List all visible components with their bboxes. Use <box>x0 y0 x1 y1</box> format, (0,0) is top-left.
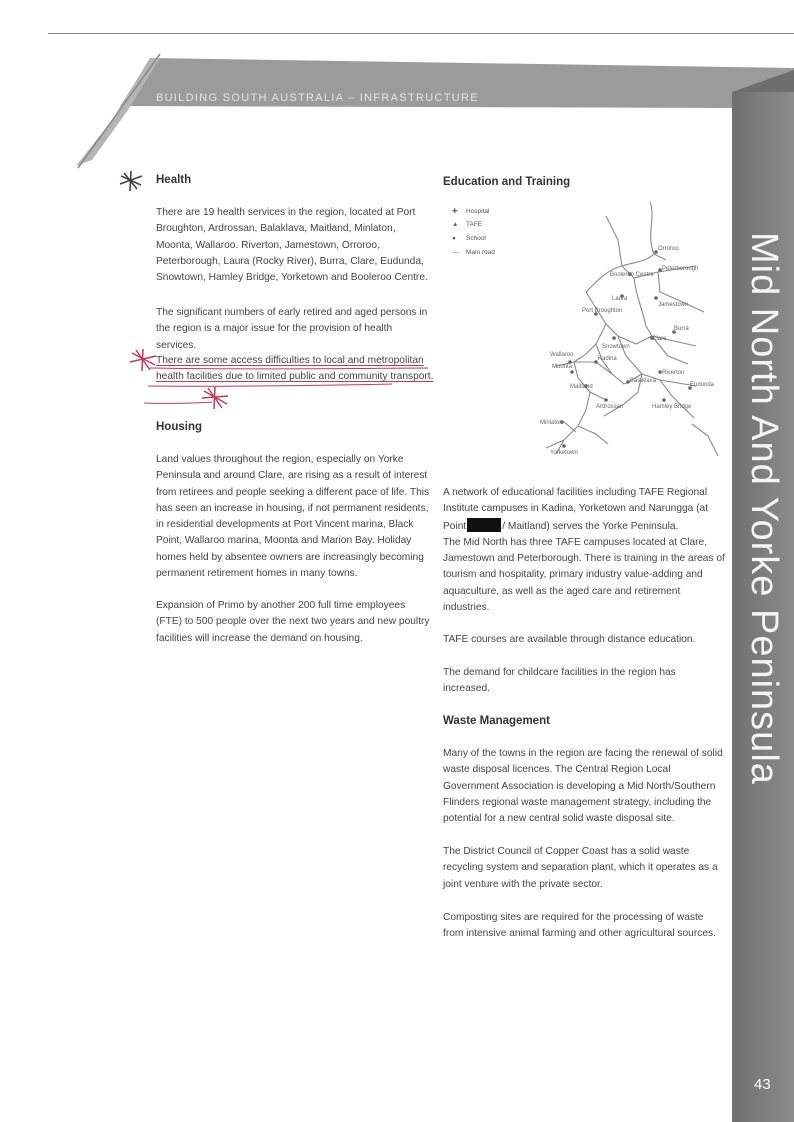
housing-paragraph-2: Expansion of Primo by another 200 full time employees (FTE) to 500 people over the next two years and new poultry facilities will increase the demand on housing. <box>156 600 430 644</box>
hospital-icon: ✚ <box>452 208 458 215</box>
waste-section <box>443 715 725 727</box>
education-paragraph-2: TAFE courses are available through distance education. <box>443 634 696 645</box>
header-banner <box>0 40 794 190</box>
tafe-icon: ▲ <box>452 221 459 228</box>
map-label: Wallaroo <box>550 352 574 358</box>
map-label: Laura <box>612 296 628 302</box>
redaction-box <box>467 518 501 532</box>
education-paragraph-3: The demand for childcare facilities in the region has increased. <box>443 667 676 695</box>
page-number: 43 <box>754 1076 771 1093</box>
map-label: Burra <box>674 326 689 332</box>
map-label: Port Broughton <box>582 308 623 314</box>
map-label: Balaklava <box>630 378 657 384</box>
legend-main-road: — Main road <box>452 249 495 256</box>
waste-heading: Waste Management <box>443 715 550 727</box>
health-paragraph-2: The significant numbers of early retired and aged persons in the region is a major issue for the provision of health services. <box>156 307 428 351</box>
legend-school: ● School <box>452 235 486 242</box>
map-label: Snowtown <box>602 344 630 350</box>
housing-section <box>156 421 434 433</box>
star-annotation-icon <box>118 170 144 192</box>
education-heading: Education and Training <box>443 176 571 188</box>
map-label: Orroroo <box>658 246 679 252</box>
map-label: Maitland <box>570 384 593 390</box>
housing-heading: Housing <box>156 421 202 433</box>
education-section <box>443 176 725 188</box>
map-label: Yorketown <box>550 450 578 456</box>
road-icon: — <box>452 249 459 256</box>
map-label: Peterborough <box>662 266 699 272</box>
education-paragraph-1: A network of educational facilities including TAFE Regional Institute campuses in Kadina, Yorketown and Narungga (at Point / Maitland) serves the Yorke Peninsula. The Mid North has three TAFE campuses located at Clare, Jamestown and Peterborough. There is training in the areas of tourism and hospitality, primary industry value-adding and aquaculture, as well as the aged care and retirement industries. <box>443 487 725 614</box>
map-label: Ardrossan <box>596 404 624 410</box>
map-roads <box>446 196 722 476</box>
health-section <box>156 174 434 186</box>
waste-paragraph-2: The District Council of Copper Coast has a solid waste recycling system and separation plant, which it operates as a joint venture with the private sector. <box>443 846 718 890</box>
legend-hospital: ✚ Hospital <box>452 208 490 215</box>
waste-paragraph-1: Many of the towns in the region are facing the renewal of solid waste disposal licences. The Central Region Local Government Association is developing a Mid North/Southern Flinders regional waste management strategy, including the potential for a new central solid waste disposal site. <box>443 748 723 825</box>
map-label: Riverton <box>662 370 685 376</box>
legend-tafe: ▲ TAFE <box>452 221 483 228</box>
health-heading: Health <box>156 174 192 186</box>
map-label: Moonta <box>552 364 573 370</box>
section-header-title: BUILDING SOUTH AUSTRALIA – INFRASTRUCTURE <box>156 92 479 104</box>
map-label: Kadina <box>598 356 617 362</box>
school-icon: ● <box>452 235 456 242</box>
top-rule <box>48 33 794 34</box>
map-label: Minlaton <box>540 420 563 426</box>
map-label: Jamestown <box>658 302 689 308</box>
map-label: Eudunda <box>690 382 715 388</box>
map-label: Booleroo Centre <box>610 272 654 278</box>
health-paragraph-1: There are 19 health services in the region, located at Port Broughton, Ardrossan, Balaklava, Maitland, Minlaton, Moonta, Wallaroo. Riverton, Jamestown, Orroroo, Peterborough, Laura (Rocky River), Burra, Clare, Eudunda, Snowtown, Hamley Bridge, Yorketown and Booleroo Centre. <box>156 207 428 284</box>
region-title: Mid North And Yorke Peninsula <box>743 232 785 785</box>
map-label: Clare <box>652 336 667 342</box>
map-label: Hamley Bridge <box>652 404 692 410</box>
housing-paragraph-1: Land values throughout the region, especially on Yorke Peninsula and around Clare, are rising as a result of interest from retirees and people seeking a different pace of life. This has seen an increase in housing, if not permanent residents, in residential developments at Port Vincent marina, Black Point, Wallaroo marina, Moonta and Marion Bay. Holiday homes held by absentee owners are increasingly becoming permanent retirement homes in many towns. <box>156 454 430 580</box>
health-paragraph-3: There are some access difficulties to local and metropolitan health facilities due to limited public and community transport. <box>156 355 434 383</box>
waste-paragraph-3: Composting sites are required for the processing of waste from intensive animal farming and other agricultural sources. <box>443 912 716 940</box>
